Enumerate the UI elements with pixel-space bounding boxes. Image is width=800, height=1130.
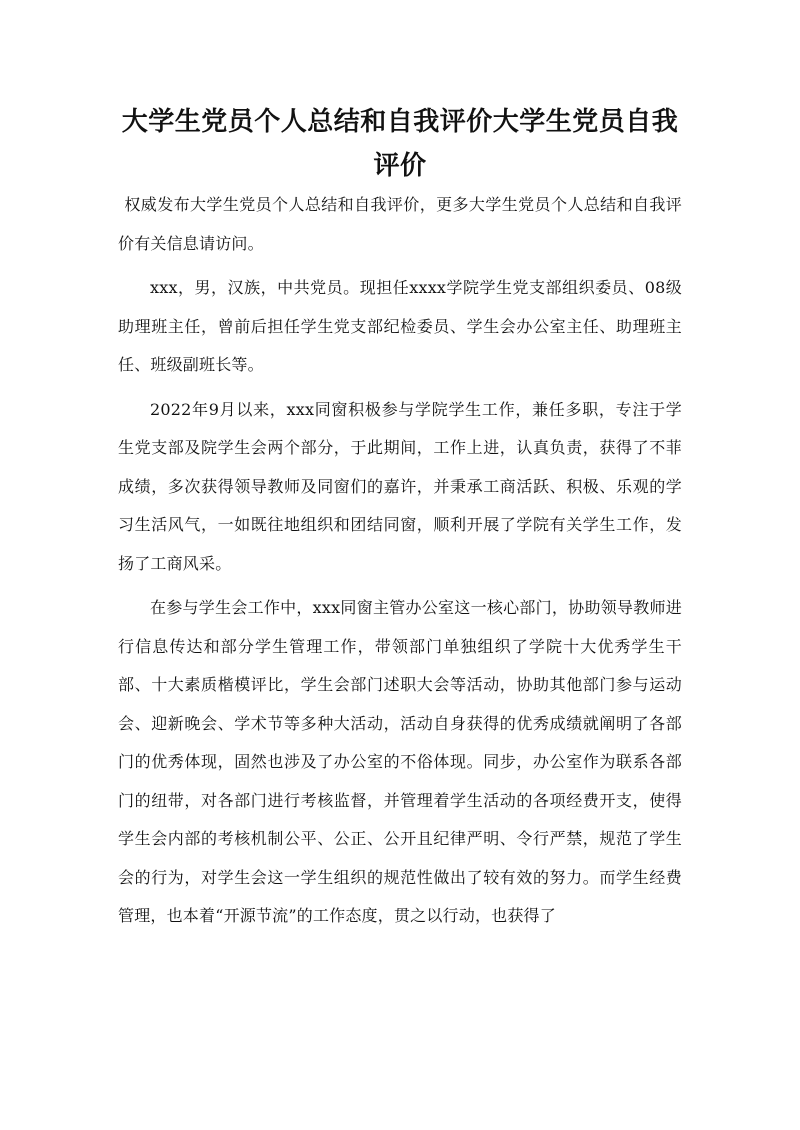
work-summary-paragraph: 2022年9月以来，xxx同窗积极参与学院学生工作，兼任多职，专注于学生党支部及院学生会两个部分，于此期间，工作上进，认真负责，获得了不菲成绩，多次获得领导教师及同窗们的嘉许，并秉承工商活跃、积极、乐观的学习生活风气，一如既往地组织和团结同窗，顺利开展了学院有关学生工作，发扬了工商风采。 [118,399,682,573]
intro-paragraph: 权威发布大学生党员个人总结和自我评价，更多大学生党员个人总结和自我评价有关信息请访问。 [118,195,682,253]
document-title: 大学生党员个人总结和自我评价大学生党员自我评价 [121,107,679,181]
profile-paragraph: xxx，男，汉族，中共党员。现担任xxxx学院学生党支部组织委员、08级助理班主任，曾前后担任学生党支部纪检委员、学生会办公室主任、助理班主任、班级副班长等。 [118,278,682,374]
document-body [118,186,682,936]
student-union-paragraph: 在参与学生会工作中，xxx同窗主管办公室这一核心部门，协助领导教师进行信息传达和部分学生管理工作，带领部门单独组织了学院十大优秀学生干部、十大素质楷模评比，学生会部门述职大会等活动，协助其他部门参与运动会、迎新晚会、学术节等多种大活动，活动自身获得的优秀成绩就阐明了各部门的优秀体现，固然也涉及了办公室的不俗体现。同步，办公室作为联系各部门的纽带，对各部门进行考核监督，并管理着学生活动的各项经费开支，使得学生会内部的考核机制公平、公正、公开且纪律严明、令行严禁，规范了学生会的行为，对学生会这一学生组织的规范性做出了较有效的努力。而学生经费管理，也本着“开源节流”的工作态度，贯之以行动，也获得了 [118,598,682,925]
